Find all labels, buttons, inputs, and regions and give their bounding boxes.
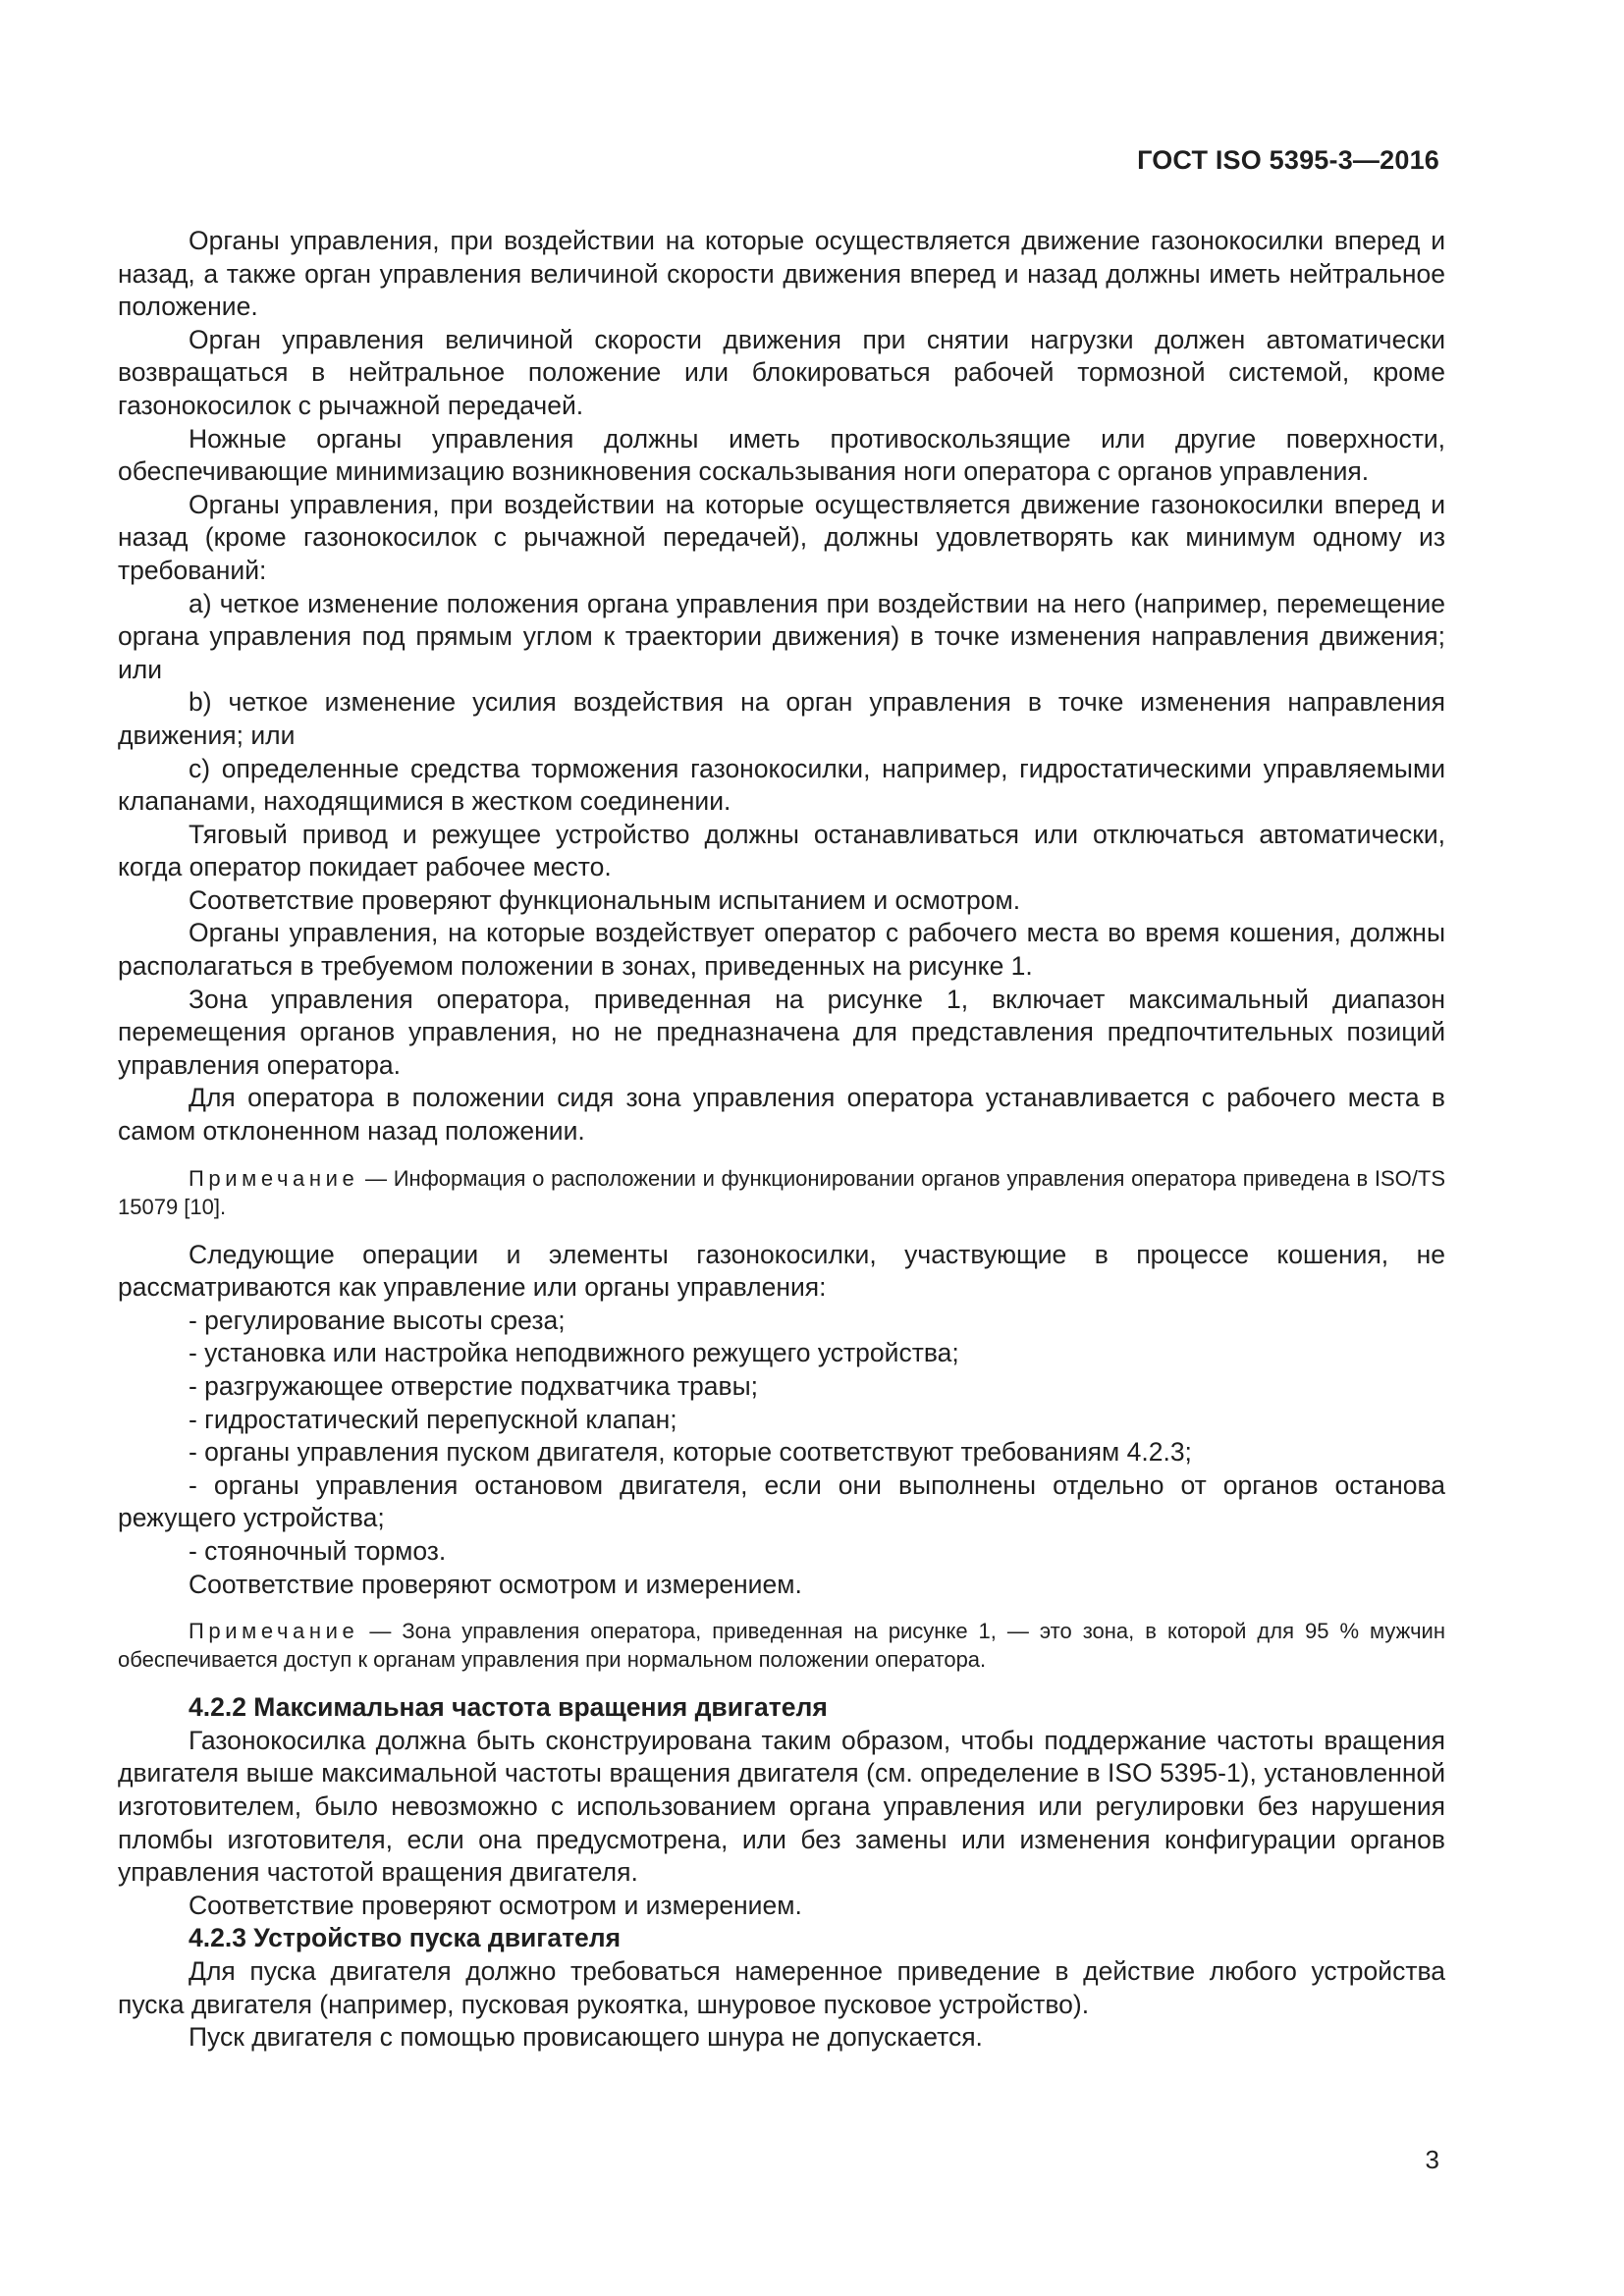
document-body — [118, 225, 1445, 2055]
body-paragraph: Тяговый привод и режущее устройство должны останавливаться или отключаться автоматически, когда оператор покидает рабочее место. — [118, 819, 1445, 882]
body-paragraph: Соответствие проверяют осмотром и измерением. — [189, 1890, 802, 1920]
list-item-a: a) четкое изменение положения органа управления при воздействии на него (например, перемещение органа управления под прямым углом к траектории движения) в точке изменения направления движения; или — [118, 588, 1445, 684]
page-number: 3 — [1425, 2145, 1439, 2174]
list-item: - органы управления пуском двигателя, которые соответствуют требованиям 4.2.3; — [189, 1437, 1192, 1468]
body-paragraph: Для пуска двигателя должно требоваться намеренное приведение в действие любого устройства пуска двигателя (например, пусковая рукоятка, шнуровое пусковое устройство). — [118, 1955, 1445, 2019]
note-2 — [118, 1617, 1445, 1674]
list-item: - разгружающее отверстие подхватчика травы; — [189, 1371, 758, 1401]
body-paragraph: Соответствие проверяют функциональным испытанием и осмотром. — [189, 884, 1021, 915]
list-item-c: c) определенные средства торможения газонокосилки, например, гидростатическими управляемыми клапанами, находящимися в жестком соединении. — [118, 753, 1445, 817]
note-label: Примечание — [189, 1619, 359, 1644]
body-paragraph: Зона управления оператора, приведенная на рисунке 1, включает максимальный диапазон перемещения органов управления, но не предназначена для представления предпочтительных позиций управления оператора. — [118, 984, 1445, 1080]
body-paragraph: Пуск двигателя с помощью провисающего шнура не допускается. — [189, 2022, 983, 2053]
list-item: - регулирование высоты среза; — [189, 1305, 566, 1335]
section-heading-4-2-3: 4.2.3 Устройство пуска двигателя — [189, 1923, 622, 1953]
body-paragraph: Газонокосилка должна быть сконструирована таким образом, чтобы поддержание частоты вращения двигателя выше максимальной частоты вращения двигателя (см. определение в ISO 5395-1), установленной изготовителем, было невозможно с использованием органа управления или регулировки без нарушения пломбы изготовителя, если она предусмотрена, или без замены или изменения конфигурации органов управления частотой вращения двигателя. — [118, 1725, 1445, 1888]
body-paragraph: Для оператора в положении сидя зона управления оператора устанавливается с рабочего места в самом отклоненном назад положении. — [118, 1083, 1445, 1147]
body-paragraph: Следующие операции и элементы газонокосилки, участвующие в процессе кошения, не рассматриваются как управление или органы управления: — [118, 1239, 1445, 1303]
list-item: - гидростатический перепускной клапан; — [189, 1404, 677, 1434]
note-text: — Информация о расположении и функционировании органов управления оператора приведена в ISO/TS 15079 [10]. — [118, 1165, 1445, 1219]
body-paragraph: Соответствие проверяют осмотром и измерением. — [189, 1569, 802, 1599]
body-paragraph: Органы управления, при воздействии на которые осуществляется движение газонокосилки вперед и назад, а также орган управления величиной скорости движения вперед и назад должны иметь нейтральное положение. — [118, 226, 1445, 322]
list-item: - стояночный тормоз. — [189, 1535, 447, 1566]
body-paragraph: Ножные органы управления должны иметь противоскользящие или другие поверхности, обеспечивающие минимизацию возникновения соскальзывания ноги оператора с органов управления. — [118, 423, 1445, 487]
list-item: - органы управления остановом двигателя, если они выполнены отдельно от органов останова режущего устройства; — [118, 1469, 1445, 1533]
body-paragraph: Органы управления, при воздействии на которые осуществляется движение газонокосилки вперед и назад (кроме газонокосилок с рычажной передачей), должны удовлетворять как минимум одному из требований: — [118, 489, 1445, 585]
list-item-b: b) четкое изменение усилия воздействия на орган управления в точке изменения направления движения; или — [118, 687, 1445, 750]
body-paragraph: Органы управления, на которые воздействует оператор с рабочего места во время кошения, должны располагаться в требуемом положении в зонах, приведенных на рисунке 1. — [118, 918, 1445, 982]
section-heading-4-2-2: 4.2.2 Максимальная частота вращения двигателя — [189, 1692, 828, 1723]
body-paragraph: Орган управления величиной скорости движения при снятии нагрузки должен автоматически возвращаться в нейтральное положение или блокироваться рабочей тормозной системой, кроме газонокосилок с рычажной передачей. — [118, 324, 1445, 420]
list-item: - установка или настройка неподвижного режущего устройства; — [189, 1338, 959, 1368]
note-text: — Зона управления оператора, приведенная на рисунке 1, — это зона, в которой для 95 % мужчин обеспечивается доступ к органам управления при нормальном положении оператора. — [118, 1619, 1445, 1673]
note-label: Примечание — [189, 1165, 359, 1191]
document-code-header: ГОСТ ISO 5395-3—2016 — [1137, 145, 1439, 175]
note-1 — [118, 1164, 1445, 1221]
